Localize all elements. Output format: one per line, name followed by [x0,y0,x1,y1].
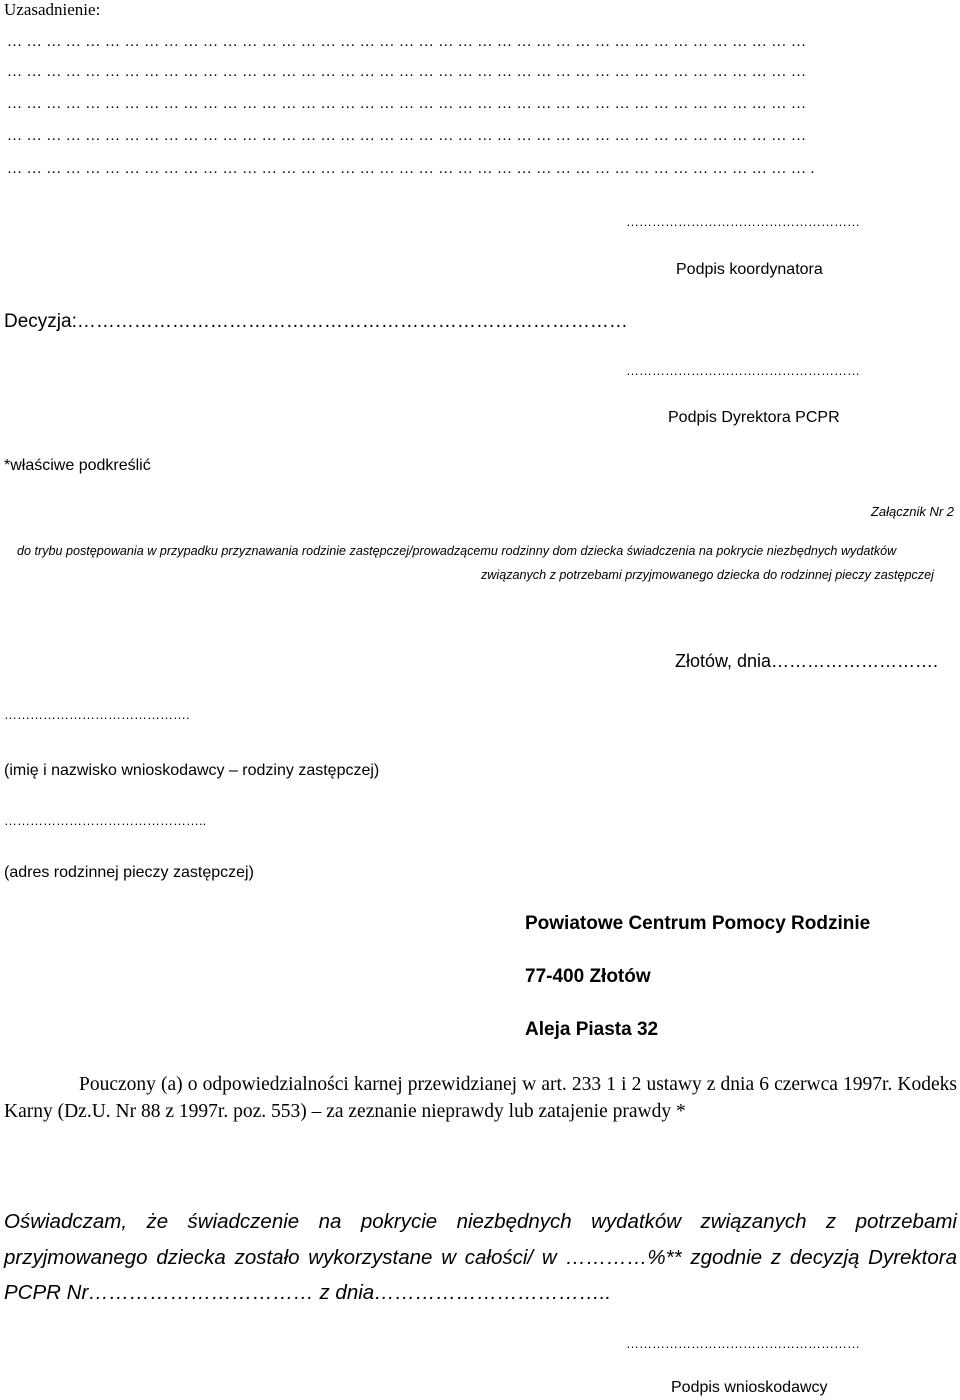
coordinator-signature-label: Podpis koordynatora [676,261,823,278]
place-date-field: Złotów, dnia………………………. [675,651,939,671]
recipient-name: Powiatowe Centrum Pomocy Rodzinie [525,913,871,934]
decision-label: Decyzja:…………………………………………………………………………… [4,311,628,332]
annex-description-line-1: do trybu postępowania w przypadku przyznawania rodzinie zastępczej/prowadzącemu rodzinny dom dziecka świadczenia na pokrycie niezbędnych wydatków [17,544,897,558]
applicant-name-caption: (imię i nazwisko wnioskodawcy – rodziny zastępczej) [4,762,380,779]
director-signature-dots: ……………………………………………… [626,363,860,378]
director-signature-label: Podpis Dyrektora PCPR [668,409,840,426]
justification-dot-line-3: …………………………………………………………………………………………………………… [7,96,811,112]
annex-label: Załącznik Nr 2 [870,504,954,519]
recipient-postal-code: 77-400 Złotów [525,966,651,987]
underline-footnote: *właściwe podkreślić [4,457,151,474]
criminal-liability-notice: Pouczony (a) o odpowiedzialności karnej przewidzianej w art. 233 1 i 2 ustawy z dnia 6 czerwca 1997r. Kodeks Karny (Dz.U. Nr 88 z 1997r. poz. 553) – za zeznanie nieprawdy lub zatajenie prawdy * [4,1074,957,1122]
justification-dot-line-4: …………………………………………………………………………………………………………… [7,128,811,144]
justification-dot-line-2: …………………………………………………………………………………………………………… [7,64,811,80]
justification-dot-line-5: ……………………………………………………………………………………………………………. [7,161,819,177]
coordinator-signature-dots: ……………………………………………… [626,214,860,229]
applicant-signature-label: Podpis wnioskodawcy [671,1379,828,1396]
address-caption: (adres rodzinnej pieczy zastępczej) [4,864,254,881]
address-dots: ……………………………………….. [4,813,207,828]
uzasadnienie-label: Uzasadnienie: [4,0,101,19]
applicant-name-dots: ……………………………………. [4,707,190,722]
declaration-statement: Oświadczam, że świadczenie na pokrycie niezbędnych wydatków związanych z potrzebami przyjmowanego dziecka zostało wykorzystane w całości/ w …………%** zgodnie z decyzją Dyrektora PCPR Nr…………………………… z dnia…………………………….. [4,1210,957,1304]
recipient-street: Aleja Piasta 32 [525,1019,659,1040]
justification-dot-line-1: …………………………………………………………………………………………………………… [7,34,811,50]
annex-description-line-2: związanych z potrzebami przyjmowanego dziecka do rodzinnej pieczy zastępczej [481,568,934,582]
applicant-signature-dots: ……………………………………………… [626,1336,860,1351]
